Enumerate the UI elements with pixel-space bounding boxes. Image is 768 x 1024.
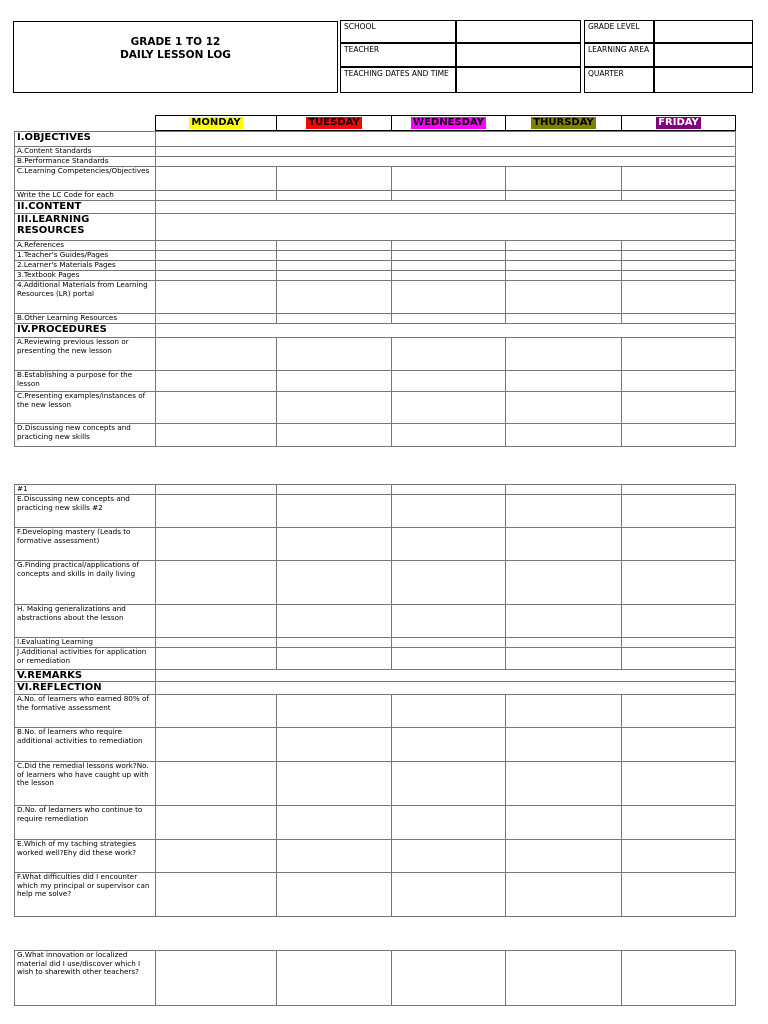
entry-cell-wednesday[interactable] bbox=[392, 261, 506, 271]
entry-cell-friday[interactable] bbox=[622, 338, 736, 371]
row-label-a-content-standards: A.Content Standards bbox=[15, 147, 156, 157]
table-row bbox=[15, 682, 736, 695]
section-filler bbox=[156, 132, 736, 147]
grade-level-label: GRADE LEVEL bbox=[584, 20, 654, 43]
lesson-log-table-part1 bbox=[14, 131, 736, 447]
entry-cell-tuesday[interactable] bbox=[277, 840, 392, 873]
entry-cell-friday[interactable] bbox=[622, 806, 736, 840]
row-label-a-references: A.References bbox=[15, 241, 156, 251]
row-label-v-remarks: V.REMARKS bbox=[15, 670, 156, 682]
row-label-c-learning-competencies-objectives: C.Learning Competencies/Objectives bbox=[15, 167, 156, 191]
day-header-monday bbox=[156, 116, 277, 131]
entry-cell-monday[interactable] bbox=[156, 167, 277, 191]
row-label-1-teacher-s-guides-pages: 1.Teacher's Guides/Pages bbox=[15, 251, 156, 261]
entry-cell-monday[interactable] bbox=[156, 873, 277, 917]
row-label-j-additional-activities-for-application-: J.Additional activities for application or remediation bbox=[15, 648, 156, 670]
entry-cell-monday[interactable] bbox=[156, 695, 277, 728]
day-header-wednesday bbox=[392, 116, 506, 131]
day-header-tuesday bbox=[277, 116, 392, 131]
entry-cell-friday[interactable] bbox=[622, 241, 736, 251]
row-label-a-reviewing-previous-lesson-or-presentin: A.Reviewing previous lesson or presenting the new lesson bbox=[15, 338, 156, 371]
table-row bbox=[15, 728, 736, 762]
teaching-dates-label: TEACHING DATES AND TIME bbox=[340, 67, 456, 93]
day-label: WEDNESDAY bbox=[413, 117, 484, 128]
entry-cell-wednesday[interactable] bbox=[392, 951, 506, 1006]
school-label: SCHOOL bbox=[340, 20, 456, 43]
entry-cell-tuesday[interactable] bbox=[277, 167, 392, 191]
entry-cell-wednesday[interactable] bbox=[392, 873, 506, 917]
entry-cell-thursday[interactable] bbox=[506, 241, 622, 251]
entry-cell-monday[interactable] bbox=[156, 191, 277, 201]
row-label-d-discussing-new-concepts-and-practicing: D.Discussing new concepts and practicing new skills bbox=[15, 424, 156, 447]
day-header-row bbox=[155, 115, 736, 131]
entry-cell-friday[interactable] bbox=[622, 873, 736, 917]
entry-cell-tuesday[interactable] bbox=[277, 314, 392, 324]
entry-cell-tuesday[interactable] bbox=[277, 873, 392, 917]
row-label-b-no-of-learners-who-require-additional-: B.No. of learners who require additional activities to remediation bbox=[15, 728, 156, 762]
row-label-b-performance-standards: B.Performance Standards bbox=[15, 157, 156, 167]
entry-cell-tuesday[interactable] bbox=[277, 528, 392, 561]
table-row bbox=[15, 251, 736, 261]
section-filler bbox=[156, 670, 736, 682]
row-label-f-what-difficulties-did-i-encounter-whic: F.What difficulties did I encounter which my principal or supervisor can help me solve? bbox=[15, 873, 156, 917]
entry-cell-friday[interactable] bbox=[622, 695, 736, 728]
table-row bbox=[15, 167, 736, 191]
table-row bbox=[15, 241, 736, 251]
entry-cell-thursday[interactable] bbox=[506, 873, 622, 917]
entry-cell-thursday[interactable] bbox=[506, 392, 622, 424]
entry-cell-tuesday[interactable] bbox=[277, 762, 392, 806]
row-label-c-did-the-remedial-lessons-work-no-of-le: C.Did the remedial lessons work?No. of learners who have caught up with the lesson bbox=[15, 762, 156, 806]
entry-cell-wednesday[interactable] bbox=[392, 495, 506, 528]
table-row bbox=[15, 485, 736, 495]
table-row bbox=[15, 324, 736, 338]
entry-cell-tuesday[interactable] bbox=[277, 392, 392, 424]
entry-cell-tuesday[interactable] bbox=[277, 951, 392, 1006]
lesson-log-table-part2 bbox=[14, 484, 736, 917]
entry-cell-friday[interactable] bbox=[622, 271, 736, 281]
entry-cell-thursday[interactable] bbox=[506, 167, 622, 191]
row-label-b-other-learning-resources: B.Other Learning Resources bbox=[15, 314, 156, 324]
quarter-field[interactable] bbox=[654, 67, 753, 93]
row-label-i-evaluating-learning: I.Evaluating Learning bbox=[15, 638, 156, 648]
row-label-g-finding-practical-applications-of-conc: G.Finding practical/applications of concepts and skills in daily living bbox=[15, 561, 156, 605]
entry-cell-tuesday[interactable] bbox=[277, 241, 392, 251]
entry-cell-monday[interactable] bbox=[156, 495, 277, 528]
entry-cell-monday[interactable] bbox=[156, 424, 277, 447]
entry-cell-thursday[interactable] bbox=[506, 638, 622, 648]
table-row bbox=[15, 157, 736, 167]
entry-cell-span[interactable] bbox=[156, 157, 736, 167]
table-row bbox=[15, 638, 736, 648]
row-label-2-learner-s-materials-pages: 2.Learner's Materials Pages bbox=[15, 261, 156, 271]
entry-cell-wednesday[interactable] bbox=[392, 695, 506, 728]
entry-cell-monday[interactable] bbox=[156, 241, 277, 251]
entry-cell-monday[interactable] bbox=[156, 762, 277, 806]
entry-cell-wednesday[interactable] bbox=[392, 728, 506, 762]
entry-cell-thursday[interactable] bbox=[506, 806, 622, 840]
table-row bbox=[15, 951, 736, 1006]
entry-cell-tuesday[interactable] bbox=[277, 338, 392, 371]
entry-cell-thursday[interactable] bbox=[506, 648, 622, 670]
entry-cell-wednesday[interactable] bbox=[392, 271, 506, 281]
entry-cell-monday[interactable] bbox=[156, 528, 277, 561]
entry-cell-thursday[interactable] bbox=[506, 605, 622, 638]
entry-cell-tuesday[interactable] bbox=[277, 271, 392, 281]
table-row bbox=[15, 648, 736, 670]
table-row bbox=[15, 495, 736, 528]
entry-cell-tuesday[interactable] bbox=[277, 281, 392, 314]
table-row bbox=[15, 371, 736, 392]
entry-cell-thursday[interactable] bbox=[506, 840, 622, 873]
row-label-f-developing-mastery-leads-to-formative-: F.Developing mastery (Leads to formative assessment) bbox=[15, 528, 156, 561]
teacher-field[interactable] bbox=[456, 43, 581, 67]
entry-cell-thursday[interactable] bbox=[506, 191, 622, 201]
row-label-write-the-lc-code-for-each: Write the LC Code for each bbox=[15, 191, 156, 201]
entry-cell-thursday[interactable] bbox=[506, 314, 622, 324]
entry-cell-monday[interactable] bbox=[156, 806, 277, 840]
table-row bbox=[15, 314, 736, 324]
entry-cell-friday[interactable] bbox=[622, 561, 736, 605]
row-label-g-what-innovation-or-localized-material-: G.What innovation or localized material did I use/discover which I wish to sharewith other teachers? bbox=[15, 951, 156, 1006]
entry-cell-wednesday[interactable] bbox=[392, 648, 506, 670]
entry-cell-monday[interactable] bbox=[156, 338, 277, 371]
day-label: MONDAY bbox=[191, 117, 241, 128]
entry-cell-monday[interactable] bbox=[156, 485, 277, 495]
table-row bbox=[15, 695, 736, 728]
row-label-1: #1 bbox=[15, 485, 156, 495]
row-label-iii-learning-resources: III.LEARNING RESOURCES bbox=[15, 214, 156, 241]
entry-cell-thursday[interactable] bbox=[506, 951, 622, 1006]
entry-cell-friday[interactable] bbox=[622, 424, 736, 447]
table-row bbox=[15, 392, 736, 424]
entry-cell-thursday[interactable] bbox=[506, 695, 622, 728]
entry-cell-monday[interactable] bbox=[156, 840, 277, 873]
entry-cell-tuesday[interactable] bbox=[277, 424, 392, 447]
entry-cell-monday[interactable] bbox=[156, 281, 277, 314]
entry-cell-friday[interactable] bbox=[622, 495, 736, 528]
table-row bbox=[15, 261, 736, 271]
learning-area-field[interactable] bbox=[654, 43, 753, 67]
entry-cell-friday[interactable] bbox=[622, 648, 736, 670]
entry-cell-friday[interactable] bbox=[622, 167, 736, 191]
entry-cell-friday[interactable] bbox=[622, 638, 736, 648]
entry-cell-monday[interactable] bbox=[156, 561, 277, 605]
table-row bbox=[15, 281, 736, 314]
day-label: FRIDAY bbox=[658, 117, 699, 128]
row-label-e-discussing-new-concepts-and-practicing: E.Discussing new concepts and practicing new skills #2 bbox=[15, 495, 156, 528]
entry-cell-friday[interactable] bbox=[622, 485, 736, 495]
entry-cell-thursday[interactable] bbox=[506, 424, 622, 447]
entry-cell-friday[interactable] bbox=[622, 528, 736, 561]
entry-cell-thursday[interactable] bbox=[506, 338, 622, 371]
entry-cell-monday[interactable] bbox=[156, 314, 277, 324]
table-row bbox=[15, 424, 736, 447]
table-row bbox=[15, 561, 736, 605]
entry-cell-wednesday[interactable] bbox=[392, 561, 506, 605]
section-filler bbox=[156, 682, 736, 695]
entry-cell-monday[interactable] bbox=[156, 371, 277, 392]
entry-cell-thursday[interactable] bbox=[506, 261, 622, 271]
table-row bbox=[15, 873, 736, 917]
entry-cell-tuesday[interactable] bbox=[277, 191, 392, 201]
entry-cell-friday[interactable] bbox=[622, 281, 736, 314]
entry-cell-friday[interactable] bbox=[622, 762, 736, 806]
teaching-dates-field[interactable] bbox=[456, 67, 581, 93]
learning-area-label: LEARNING AREA bbox=[584, 43, 654, 67]
entry-cell-thursday[interactable] bbox=[506, 728, 622, 762]
entry-cell-monday[interactable] bbox=[156, 605, 277, 638]
table-row bbox=[15, 670, 736, 682]
entry-cell-friday[interactable] bbox=[622, 314, 736, 324]
section-filler bbox=[156, 201, 736, 214]
entry-cell-wednesday[interactable] bbox=[392, 392, 506, 424]
table-row bbox=[15, 271, 736, 281]
entry-cell-friday[interactable] bbox=[622, 191, 736, 201]
entry-cell-tuesday[interactable] bbox=[277, 638, 392, 648]
entry-cell-friday[interactable] bbox=[622, 840, 736, 873]
entry-cell-friday[interactable] bbox=[622, 251, 736, 261]
entry-cell-wednesday[interactable] bbox=[392, 528, 506, 561]
row-label-d-no-of-ledarners-who-continue-to-requir: D.No. of ledarners who continue to require remediation bbox=[15, 806, 156, 840]
row-label-vi-reflection: VI.REFLECTION bbox=[15, 682, 156, 695]
entry-cell-thursday[interactable] bbox=[506, 528, 622, 561]
entry-cell-tuesday[interactable] bbox=[277, 371, 392, 392]
entry-cell-tuesday[interactable] bbox=[277, 261, 392, 271]
entry-cell-span[interactable] bbox=[156, 147, 736, 157]
entry-cell-tuesday[interactable] bbox=[277, 495, 392, 528]
entry-cell-tuesday[interactable] bbox=[277, 806, 392, 840]
row-label-a-no-of-learners-who-earned-80-of-the-fo: A.No. of learners who earned 80% of the formative assessment bbox=[15, 695, 156, 728]
table-row bbox=[15, 147, 736, 157]
entry-cell-thursday[interactable] bbox=[506, 762, 622, 806]
form-title-box bbox=[13, 21, 338, 93]
row-label-4-additional-materials-from-learning-res: 4.Additional Materials from Learning Resources (LR) portal bbox=[15, 281, 156, 314]
entry-cell-wednesday[interactable] bbox=[392, 241, 506, 251]
row-label-h-making-generalizations-and-abstraction: H. Making generalizations and abstractions about the lesson bbox=[15, 605, 156, 638]
entry-cell-wednesday[interactable] bbox=[392, 638, 506, 648]
entry-cell-tuesday[interactable] bbox=[277, 561, 392, 605]
day-header-thursday bbox=[506, 116, 622, 131]
table-row bbox=[15, 605, 736, 638]
row-label-i-objectives: I.OBJECTIVES bbox=[15, 132, 156, 147]
entry-cell-tuesday[interactable] bbox=[277, 605, 392, 638]
table-row bbox=[15, 762, 736, 806]
row-label-b-establishing-a-purpose-for-the-lesson: B.Establishing a purpose for the lesson bbox=[15, 371, 156, 392]
entry-cell-friday[interactable] bbox=[622, 605, 736, 638]
entry-cell-wednesday[interactable] bbox=[392, 251, 506, 261]
entry-cell-wednesday[interactable] bbox=[392, 840, 506, 873]
entry-cell-wednesday[interactable] bbox=[392, 424, 506, 447]
row-label-3-textbook-pages: 3.Textbook Pages bbox=[15, 271, 156, 281]
school-field[interactable] bbox=[456, 20, 581, 43]
row-label-e-which-of-my-taching-strategies-worked-: E.Which of my taching strategies worked well?Ehy did these work? bbox=[15, 840, 156, 873]
entry-cell-wednesday[interactable] bbox=[392, 485, 506, 495]
entry-cell-thursday[interactable] bbox=[506, 485, 622, 495]
table-row bbox=[15, 528, 736, 561]
entry-cell-wednesday[interactable] bbox=[392, 605, 506, 638]
teacher-label: TEACHER bbox=[340, 43, 456, 67]
entry-cell-wednesday[interactable] bbox=[392, 191, 506, 201]
row-label-c-presenting-examples-instances-of-the-n: C.Presenting examples/instances of the new lesson bbox=[15, 392, 156, 424]
form-title-line2: DAILY LESSON LOG bbox=[120, 49, 231, 61]
entry-cell-monday[interactable] bbox=[156, 648, 277, 670]
entry-cell-wednesday[interactable] bbox=[392, 281, 506, 314]
entry-cell-monday[interactable] bbox=[156, 271, 277, 281]
entry-cell-monday[interactable] bbox=[156, 728, 277, 762]
entry-cell-friday[interactable] bbox=[622, 261, 736, 271]
entry-cell-friday[interactable] bbox=[622, 371, 736, 392]
table-row bbox=[15, 191, 736, 201]
table-row bbox=[15, 201, 736, 214]
row-label-iv-procedures: IV.PROCEDURES bbox=[15, 324, 156, 338]
entry-cell-thursday[interactable] bbox=[506, 271, 622, 281]
entry-cell-tuesday[interactable] bbox=[277, 695, 392, 728]
table-row bbox=[15, 338, 736, 371]
entry-cell-monday[interactable] bbox=[156, 392, 277, 424]
entry-cell-thursday[interactable] bbox=[506, 281, 622, 314]
entry-cell-wednesday[interactable] bbox=[392, 338, 506, 371]
entry-cell-friday[interactable] bbox=[622, 392, 736, 424]
row-label-ii-content: II.CONTENT bbox=[15, 201, 156, 214]
day-label: TUESDAY bbox=[308, 117, 360, 128]
entry-cell-tuesday[interactable] bbox=[277, 251, 392, 261]
quarter-label: QUARTER bbox=[584, 67, 654, 93]
table-row bbox=[15, 214, 736, 241]
entry-cell-monday[interactable] bbox=[156, 261, 277, 271]
entry-cell-tuesday[interactable] bbox=[277, 648, 392, 670]
entry-cell-friday[interactable] bbox=[622, 728, 736, 762]
table-row bbox=[15, 132, 736, 147]
table-row bbox=[15, 840, 736, 873]
entry-cell-tuesday[interactable] bbox=[277, 485, 392, 495]
table-row bbox=[15, 806, 736, 840]
day-label: THURSDAY bbox=[533, 117, 594, 128]
entry-cell-thursday[interactable] bbox=[506, 371, 622, 392]
lesson-log-table-part3 bbox=[14, 950, 736, 1006]
entry-cell-thursday[interactable] bbox=[506, 251, 622, 261]
grade-level-field[interactable] bbox=[654, 20, 753, 43]
entry-cell-thursday[interactable] bbox=[506, 495, 622, 528]
entry-cell-wednesday[interactable] bbox=[392, 314, 506, 324]
entry-cell-tuesday[interactable] bbox=[277, 728, 392, 762]
entry-cell-wednesday[interactable] bbox=[392, 762, 506, 806]
entry-cell-monday[interactable] bbox=[156, 951, 277, 1006]
entry-cell-wednesday[interactable] bbox=[392, 167, 506, 191]
entry-cell-wednesday[interactable] bbox=[392, 806, 506, 840]
entry-cell-wednesday[interactable] bbox=[392, 371, 506, 392]
entry-cell-thursday[interactable] bbox=[506, 561, 622, 605]
entry-cell-monday[interactable] bbox=[156, 251, 277, 261]
day-header-friday bbox=[622, 116, 736, 131]
form-title-line1: GRADE 1 TO 12 bbox=[130, 36, 221, 48]
entry-cell-friday[interactable] bbox=[622, 951, 736, 1006]
section-filler bbox=[156, 324, 736, 338]
section-filler bbox=[156, 214, 736, 241]
entry-cell-monday[interactable] bbox=[156, 638, 277, 648]
